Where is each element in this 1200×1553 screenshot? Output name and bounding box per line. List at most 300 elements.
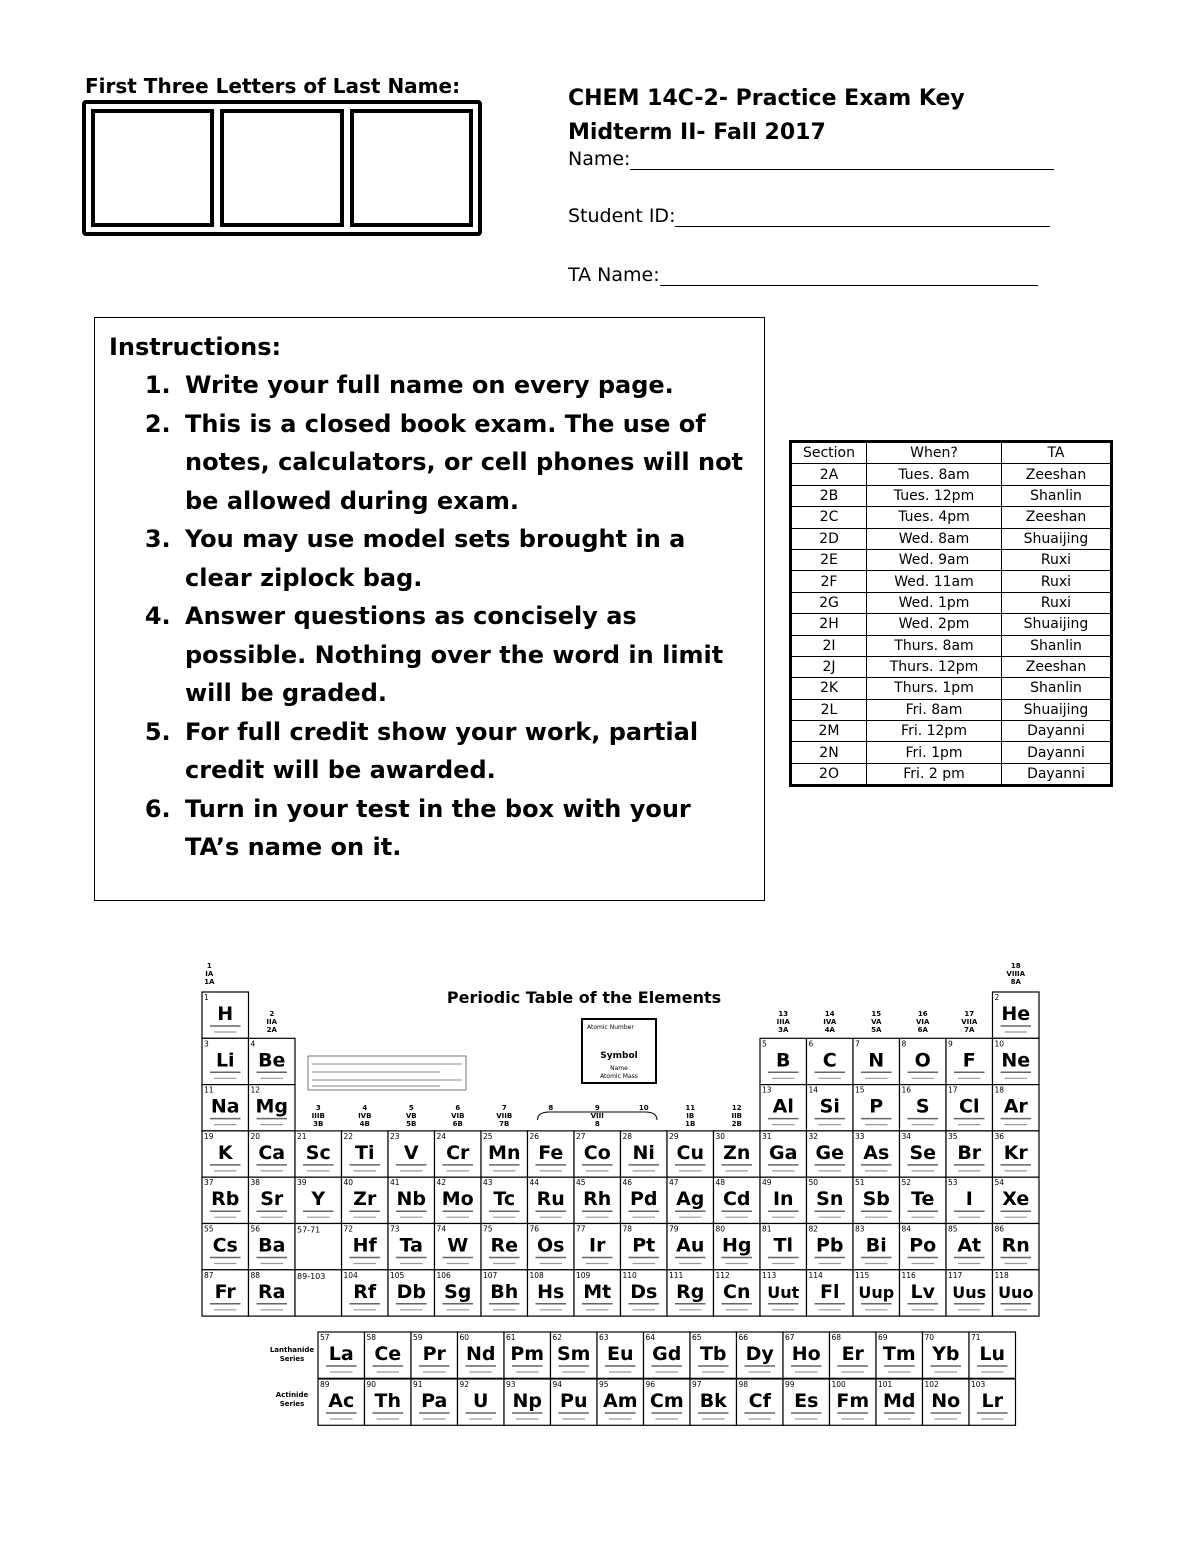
atomic-number: 96 bbox=[645, 1380, 656, 1389]
atomic-number: 3 bbox=[204, 1039, 209, 1049]
element-cell-Pt bbox=[621, 1224, 668, 1270]
student-id-blank-line[interactable] bbox=[675, 206, 1050, 227]
cell-when: Thurs. 12pm bbox=[867, 656, 1002, 677]
group-label: 15 bbox=[871, 1010, 882, 1018]
letter-box-3[interactable] bbox=[350, 109, 473, 227]
periodic-table bbox=[200, 960, 1040, 1430]
element-symbol: Mt bbox=[583, 1280, 612, 1303]
element-cell-In bbox=[760, 1177, 807, 1223]
element-symbol: Ru bbox=[536, 1188, 565, 1211]
element-symbol: Th bbox=[374, 1390, 401, 1412]
cell-ta: Dayanni bbox=[1002, 721, 1112, 742]
element-symbol: Ti bbox=[355, 1141, 375, 1164]
atomic-number: 88 bbox=[250, 1270, 261, 1280]
table-row bbox=[791, 528, 1112, 549]
atomic-number: 66 bbox=[738, 1333, 749, 1342]
element-cell-Mt bbox=[574, 1270, 621, 1316]
element-symbol: Ar bbox=[1003, 1095, 1028, 1118]
cell-when: Fri. 8am bbox=[867, 699, 1002, 720]
cell-when: Wed. 9am bbox=[867, 549, 1002, 570]
element-symbol: Hs bbox=[537, 1280, 565, 1303]
element-cell-Lv bbox=[900, 1270, 947, 1316]
group-label: 3 bbox=[315, 1104, 321, 1112]
element-cell-Ds bbox=[621, 1270, 668, 1316]
group-label: 2 bbox=[269, 1010, 275, 1018]
instruction-item: 3. You may use model sets brought in a clear ziplock bag. bbox=[179, 520, 750, 597]
cell-section: 2M bbox=[791, 721, 867, 742]
atomic-number: 22 bbox=[343, 1131, 354, 1141]
exam-title-line2: Midterm II- Fall 2017 bbox=[568, 120, 826, 145]
element-cell-Cf bbox=[737, 1379, 784, 1425]
element-symbol: Si bbox=[819, 1095, 840, 1118]
element-symbol: Pa bbox=[421, 1390, 448, 1412]
element-cell-B bbox=[760, 1038, 807, 1084]
atomic-number: 51 bbox=[855, 1178, 865, 1188]
element-cell-Sn bbox=[807, 1177, 854, 1223]
group-label: IIA bbox=[266, 1018, 278, 1026]
element-cell-Lr bbox=[969, 1379, 1016, 1425]
element-symbol: Au bbox=[676, 1234, 705, 1257]
element-cell-Tm bbox=[876, 1332, 923, 1378]
atomic-number: 48 bbox=[715, 1178, 726, 1188]
group-label: 8A bbox=[1010, 978, 1021, 986]
table-row bbox=[791, 507, 1112, 528]
group-label: IIB bbox=[731, 1112, 743, 1120]
cell-section: 2D bbox=[791, 528, 867, 549]
atomic-number: 47 bbox=[669, 1178, 679, 1188]
group-label: 3B bbox=[313, 1120, 324, 1128]
element-cell-Mg bbox=[249, 1085, 296, 1131]
element-cell-Nd bbox=[458, 1332, 505, 1378]
atomic-number: 93 bbox=[506, 1380, 516, 1389]
element-symbol: Cl bbox=[959, 1095, 980, 1118]
table-row bbox=[791, 592, 1112, 613]
atomic-number: 1 bbox=[204, 993, 209, 1002]
element-symbol: Y bbox=[311, 1188, 326, 1211]
element-cell-Ir bbox=[574, 1224, 621, 1270]
group-label: IVA bbox=[823, 1018, 837, 1026]
element-cell-Nb bbox=[388, 1177, 435, 1223]
element-symbol: Re bbox=[490, 1234, 519, 1257]
element-cell-Pa bbox=[411, 1379, 458, 1425]
element-cell-Na bbox=[202, 1085, 249, 1131]
atomic-number: 44 bbox=[529, 1178, 540, 1188]
element-cell-Sb bbox=[853, 1177, 900, 1223]
cell-section: 2H bbox=[791, 614, 867, 635]
element-cell-O bbox=[900, 1038, 947, 1084]
element-symbol: Fm bbox=[836, 1390, 870, 1412]
element-cell-Al bbox=[760, 1085, 807, 1131]
atomic-number: 33 bbox=[855, 1131, 865, 1141]
atomic-number: 25 bbox=[483, 1131, 493, 1141]
atomic-number: 29 bbox=[669, 1131, 679, 1141]
atomic-number: 21 bbox=[297, 1131, 307, 1141]
element-symbol: Li bbox=[215, 1049, 235, 1072]
element-cell-Zr bbox=[342, 1177, 389, 1223]
ta-name-field[interactable] bbox=[568, 264, 1038, 286]
element-symbol: S bbox=[915, 1095, 930, 1118]
cell-section: 2G bbox=[791, 592, 867, 613]
lanthanide-series-label-2: Series bbox=[279, 1355, 305, 1363]
cell-when: Wed. 2pm bbox=[867, 614, 1002, 635]
element-cell-Pr bbox=[411, 1332, 458, 1378]
atomic-number: 42 bbox=[436, 1178, 447, 1188]
cell-ta: Ruxi bbox=[1002, 592, 1112, 613]
atomic-number: 5 bbox=[762, 1039, 767, 1049]
element-symbol: Ca bbox=[258, 1141, 286, 1164]
element-cell-Zn bbox=[714, 1131, 761, 1177]
atomic-number: 74 bbox=[436, 1224, 447, 1234]
table-row bbox=[791, 656, 1112, 677]
element-cell-Rf bbox=[342, 1270, 389, 1316]
instructions-list bbox=[109, 366, 750, 867]
element-cell-Pb bbox=[807, 1224, 854, 1270]
group-label: 8 bbox=[594, 1120, 600, 1128]
atomic-number: 17 bbox=[948, 1085, 958, 1095]
element-symbol: P bbox=[869, 1095, 884, 1118]
element-symbol: Ga bbox=[769, 1141, 798, 1164]
atomic-number: 89 bbox=[320, 1380, 330, 1389]
group-label: VIB bbox=[451, 1112, 465, 1120]
cell-section: 2I bbox=[791, 635, 867, 656]
element-cell-Ni bbox=[621, 1131, 668, 1177]
group-label: VIIIA bbox=[1006, 970, 1026, 978]
element-symbol: Ds bbox=[630, 1280, 658, 1303]
element-cell-Hs bbox=[528, 1270, 575, 1316]
atomic-number: 18 bbox=[994, 1085, 1005, 1095]
element-cell-Th bbox=[365, 1379, 412, 1425]
atomic-number: 37 bbox=[204, 1178, 214, 1188]
atomic-number: 43 bbox=[483, 1178, 493, 1188]
last-name-letter-boxes bbox=[82, 100, 482, 236]
element-symbol: Cd bbox=[722, 1188, 751, 1211]
atomic-number: 92 bbox=[459, 1380, 470, 1389]
exam-title-line1: CHEM 14C-2- Practice Exam Key bbox=[568, 86, 965, 111]
element-cell-Fe bbox=[528, 1131, 575, 1177]
group-label: 4B bbox=[359, 1120, 370, 1128]
element-symbol: Am bbox=[602, 1390, 638, 1412]
element-symbol: O bbox=[914, 1049, 931, 1072]
group-label: 14 bbox=[824, 1010, 835, 1018]
element-cell-Cm bbox=[644, 1379, 691, 1425]
atomic-number: 8 bbox=[901, 1039, 907, 1049]
cell-ta: Dayanni bbox=[1002, 763, 1112, 785]
atomic-number: 99 bbox=[785, 1380, 795, 1389]
element-symbol: B bbox=[776, 1049, 791, 1072]
atomic-number: 84 bbox=[901, 1224, 912, 1234]
element-symbol: Al bbox=[772, 1095, 794, 1118]
legend-atomic-mass: Atomic Mass bbox=[600, 1073, 638, 1080]
table-row bbox=[791, 699, 1112, 720]
element-cell-C bbox=[807, 1038, 854, 1084]
group-label: IVB bbox=[358, 1112, 372, 1120]
element-cell-Ne bbox=[993, 1038, 1040, 1084]
atomic-number: 105 bbox=[390, 1270, 405, 1280]
legend-atomic-number: Atomic Number bbox=[587, 1024, 634, 1031]
atomic-number: 4 bbox=[250, 1039, 256, 1049]
element-symbol: Sr bbox=[260, 1188, 284, 1211]
group-label: 1B bbox=[685, 1120, 696, 1128]
element-cell-Ag bbox=[667, 1177, 714, 1223]
letter-box-2[interactable] bbox=[220, 109, 343, 227]
series-placeholder-label: 89-103 bbox=[297, 1271, 326, 1281]
element-symbol: Sn bbox=[816, 1188, 844, 1211]
table-row bbox=[791, 742, 1112, 763]
atomic-number: 83 bbox=[855, 1224, 865, 1234]
atomic-number: 80 bbox=[715, 1224, 726, 1234]
element-symbol: Lv bbox=[910, 1280, 935, 1303]
cell-section: 2F bbox=[791, 571, 867, 592]
element-symbol: Mo bbox=[441, 1188, 474, 1211]
element-symbol: Rh bbox=[583, 1188, 612, 1211]
element-cell-Ru bbox=[528, 1177, 575, 1223]
atomic-number: 108 bbox=[529, 1270, 544, 1280]
atomic-number: 63 bbox=[599, 1333, 609, 1342]
element-cell-Uup bbox=[853, 1270, 900, 1316]
element-cell-Cu bbox=[667, 1131, 714, 1177]
atomic-number: 35 bbox=[948, 1131, 958, 1141]
atomic-number: 56 bbox=[250, 1224, 261, 1234]
group-label: VIA bbox=[916, 1018, 930, 1026]
instruction-item: 4. Answer questions as concisely as possible. Nothing over the word in limit will be graded. bbox=[179, 597, 750, 713]
atomic-number: 94 bbox=[552, 1380, 563, 1389]
exam-title bbox=[568, 82, 965, 150]
group-label: 5A bbox=[871, 1026, 882, 1034]
element-cell-Cn bbox=[714, 1270, 761, 1316]
element-symbol: Pu bbox=[560, 1390, 588, 1412]
element-symbol: Na bbox=[210, 1095, 240, 1118]
element-symbol: Pd bbox=[629, 1188, 658, 1211]
element-cell-V bbox=[388, 1131, 435, 1177]
atomic-number: 75 bbox=[483, 1224, 493, 1234]
element-symbol: Mg bbox=[255, 1095, 289, 1118]
element-symbol: Pm bbox=[510, 1343, 545, 1365]
section-schedule-table bbox=[789, 440, 1113, 787]
element-symbol: Rg bbox=[676, 1280, 705, 1303]
atomic-number: 31 bbox=[762, 1131, 772, 1141]
element-symbol: Pt bbox=[632, 1234, 656, 1257]
element-cell-Rn bbox=[993, 1224, 1040, 1270]
atomic-number: 52 bbox=[901, 1178, 912, 1188]
element-symbol: Nb bbox=[396, 1188, 427, 1211]
table-row bbox=[791, 549, 1112, 570]
atomic-number: 13 bbox=[762, 1085, 772, 1095]
element-cell-Te bbox=[900, 1177, 947, 1223]
cell-when: Thurs. 8am bbox=[867, 635, 1002, 656]
element-cell-Uut bbox=[760, 1270, 807, 1316]
element-symbol: Bk bbox=[699, 1390, 727, 1412]
element-cell-Ac bbox=[318, 1379, 365, 1425]
element-cell-Co bbox=[574, 1131, 621, 1177]
element-symbol: Ac bbox=[328, 1390, 355, 1412]
element-symbol: Tl bbox=[773, 1234, 793, 1257]
atomic-number: 70 bbox=[924, 1333, 935, 1342]
atomic-number: 67 bbox=[785, 1333, 795, 1342]
element-cell-Re bbox=[481, 1224, 528, 1270]
element-symbol: Fe bbox=[538, 1141, 564, 1164]
atomic-number: 38 bbox=[250, 1178, 261, 1188]
table-row bbox=[791, 635, 1112, 656]
cell-section: 2B bbox=[791, 485, 867, 506]
group-label: 8 bbox=[548, 1104, 554, 1112]
table-row bbox=[791, 485, 1112, 506]
element-cell-Pu bbox=[551, 1379, 598, 1425]
cell-ta: Zeeshan bbox=[1002, 656, 1112, 677]
element-symbol: Cr bbox=[446, 1141, 470, 1164]
element-symbol: Np bbox=[512, 1390, 543, 1412]
element-symbol: Fl bbox=[820, 1280, 840, 1303]
element-symbol: Hf bbox=[352, 1234, 377, 1257]
element-cell-Fl bbox=[807, 1270, 854, 1316]
cell-ta: Shanlin bbox=[1002, 635, 1112, 656]
ta-name-blank-line[interactable] bbox=[660, 265, 1038, 286]
atomic-number: 110 bbox=[622, 1270, 637, 1280]
element-symbol: I bbox=[965, 1188, 973, 1211]
element-cell-Ti bbox=[342, 1131, 389, 1177]
name-blank-line[interactable] bbox=[630, 149, 1054, 170]
element-symbol: Pr bbox=[422, 1343, 446, 1365]
atomic-number: 106 bbox=[436, 1270, 451, 1280]
element-symbol: Bh bbox=[490, 1280, 519, 1303]
element-cell-Ce bbox=[365, 1332, 412, 1378]
element-symbol: Br bbox=[957, 1141, 982, 1164]
element-symbol: Dy bbox=[745, 1343, 774, 1365]
cell-section: 2E bbox=[791, 549, 867, 570]
element-cell-Po bbox=[900, 1224, 947, 1270]
element-cell-Sm bbox=[551, 1332, 598, 1378]
atomic-number: 55 bbox=[204, 1224, 214, 1234]
element-symbol: Yb bbox=[932, 1343, 960, 1365]
element-cell-Db bbox=[388, 1270, 435, 1316]
cell-ta: Zeeshan bbox=[1002, 507, 1112, 528]
element-symbol: V bbox=[403, 1141, 419, 1164]
student-id-field-label: Student ID: bbox=[568, 205, 676, 227]
series-placeholder-label: 57-71 bbox=[297, 1225, 321, 1235]
element-cell-Yb bbox=[923, 1332, 970, 1378]
element-cell-Lu bbox=[969, 1332, 1016, 1378]
element-symbol: Sm bbox=[557, 1343, 591, 1365]
column-header-when: When? bbox=[867, 442, 1002, 464]
element-cell-At bbox=[946, 1224, 993, 1270]
element-symbol: N bbox=[868, 1049, 885, 1072]
element-cell-W bbox=[435, 1224, 482, 1270]
atomic-number: 39 bbox=[297, 1178, 307, 1188]
atomic-number: 116 bbox=[901, 1270, 916, 1280]
atomic-number: 26 bbox=[529, 1131, 540, 1141]
atomic-number: 41 bbox=[390, 1178, 400, 1188]
element-symbol: Uup bbox=[858, 1282, 895, 1302]
element-symbol: Er bbox=[841, 1343, 864, 1365]
element-cell-Mn bbox=[481, 1131, 528, 1177]
atomic-number: 78 bbox=[622, 1224, 633, 1234]
element-cell-Li bbox=[202, 1038, 249, 1084]
element-cell-H bbox=[202, 992, 249, 1038]
atomic-number: 50 bbox=[808, 1178, 819, 1188]
group-label: VIII bbox=[590, 1112, 604, 1120]
element-symbol: Cs bbox=[212, 1234, 238, 1257]
atomic-number: 30 bbox=[715, 1131, 726, 1141]
atomic-number: 23 bbox=[390, 1131, 400, 1141]
element-cell-Hg bbox=[714, 1224, 761, 1270]
atomic-number: 90 bbox=[366, 1380, 377, 1389]
group-label: 4A bbox=[824, 1026, 835, 1034]
cell-when: Tues. 12pm bbox=[867, 485, 1002, 506]
element-symbol: Tb bbox=[699, 1343, 727, 1365]
atomic-number: 65 bbox=[692, 1333, 702, 1342]
element-symbol: Db bbox=[396, 1280, 426, 1303]
atomic-number: 95 bbox=[599, 1380, 609, 1389]
cell-ta: Ruxi bbox=[1002, 571, 1112, 592]
element-symbol: H bbox=[217, 1003, 234, 1025]
element-cell-I bbox=[946, 1177, 993, 1223]
atomic-number: 76 bbox=[529, 1224, 540, 1234]
group-label: IB bbox=[686, 1112, 695, 1120]
student-id-field[interactable] bbox=[568, 205, 1050, 227]
element-cell-La bbox=[318, 1332, 365, 1378]
element-cell-Uus bbox=[946, 1270, 993, 1316]
element-cell-Pm bbox=[504, 1332, 551, 1378]
table-row bbox=[791, 571, 1112, 592]
atomic-number: 32 bbox=[808, 1131, 819, 1141]
element-symbol: Zr bbox=[353, 1188, 377, 1211]
element-cell-Eu bbox=[597, 1332, 644, 1378]
element-cell-Mo bbox=[435, 1177, 482, 1223]
atomic-number: 117 bbox=[948, 1270, 963, 1280]
element-cell-S bbox=[900, 1085, 947, 1131]
group-label: 6 bbox=[455, 1104, 461, 1112]
element-symbol: Ho bbox=[791, 1343, 821, 1365]
element-cell-Bi bbox=[853, 1224, 900, 1270]
element-cell-Es bbox=[783, 1379, 830, 1425]
cell-ta: Shanlin bbox=[1002, 678, 1112, 699]
name-field[interactable] bbox=[568, 148, 1054, 170]
cell-section: 2L bbox=[791, 699, 867, 720]
element-symbol: Sb bbox=[862, 1188, 890, 1211]
group-label: 18 bbox=[1010, 962, 1021, 970]
atomic-number: 72 bbox=[343, 1224, 354, 1234]
legend-symbol: Symbol bbox=[600, 1051, 638, 1061]
atomic-number: 118 bbox=[994, 1270, 1009, 1280]
element-cell-U bbox=[458, 1379, 505, 1425]
element-symbol: Fr bbox=[214, 1280, 236, 1303]
element-symbol: Mn bbox=[488, 1141, 521, 1164]
atomic-number: 12 bbox=[250, 1085, 261, 1095]
atomic-number: 87 bbox=[204, 1270, 214, 1280]
element-cell-Au bbox=[667, 1224, 714, 1270]
letter-box-1[interactable] bbox=[91, 109, 214, 227]
element-symbol: Cf bbox=[748, 1390, 771, 1412]
instructions-heading: Instructions: bbox=[109, 333, 282, 361]
group-label: IA bbox=[205, 970, 214, 978]
atomic-number: 86 bbox=[994, 1224, 1005, 1234]
element-symbol: Kr bbox=[1003, 1141, 1028, 1164]
atomic-number: 97 bbox=[692, 1380, 702, 1389]
atomic-number: 11 bbox=[204, 1085, 214, 1095]
atomic-number: 57 bbox=[320, 1333, 330, 1342]
atomic-number: 107 bbox=[483, 1270, 498, 1280]
atomic-number: 45 bbox=[576, 1178, 586, 1188]
atomic-number: 85 bbox=[948, 1224, 958, 1234]
element-symbol: Te bbox=[911, 1188, 935, 1211]
element-cell-Bk bbox=[690, 1379, 737, 1425]
element-symbol: At bbox=[957, 1234, 982, 1257]
element-cell-P bbox=[853, 1085, 900, 1131]
column-header-section: Section bbox=[791, 442, 867, 464]
cell-section: 2C bbox=[791, 507, 867, 528]
atomic-number: 46 bbox=[622, 1178, 633, 1188]
element-cell-Ra bbox=[249, 1270, 296, 1316]
group-label: VIIA bbox=[961, 1018, 978, 1026]
